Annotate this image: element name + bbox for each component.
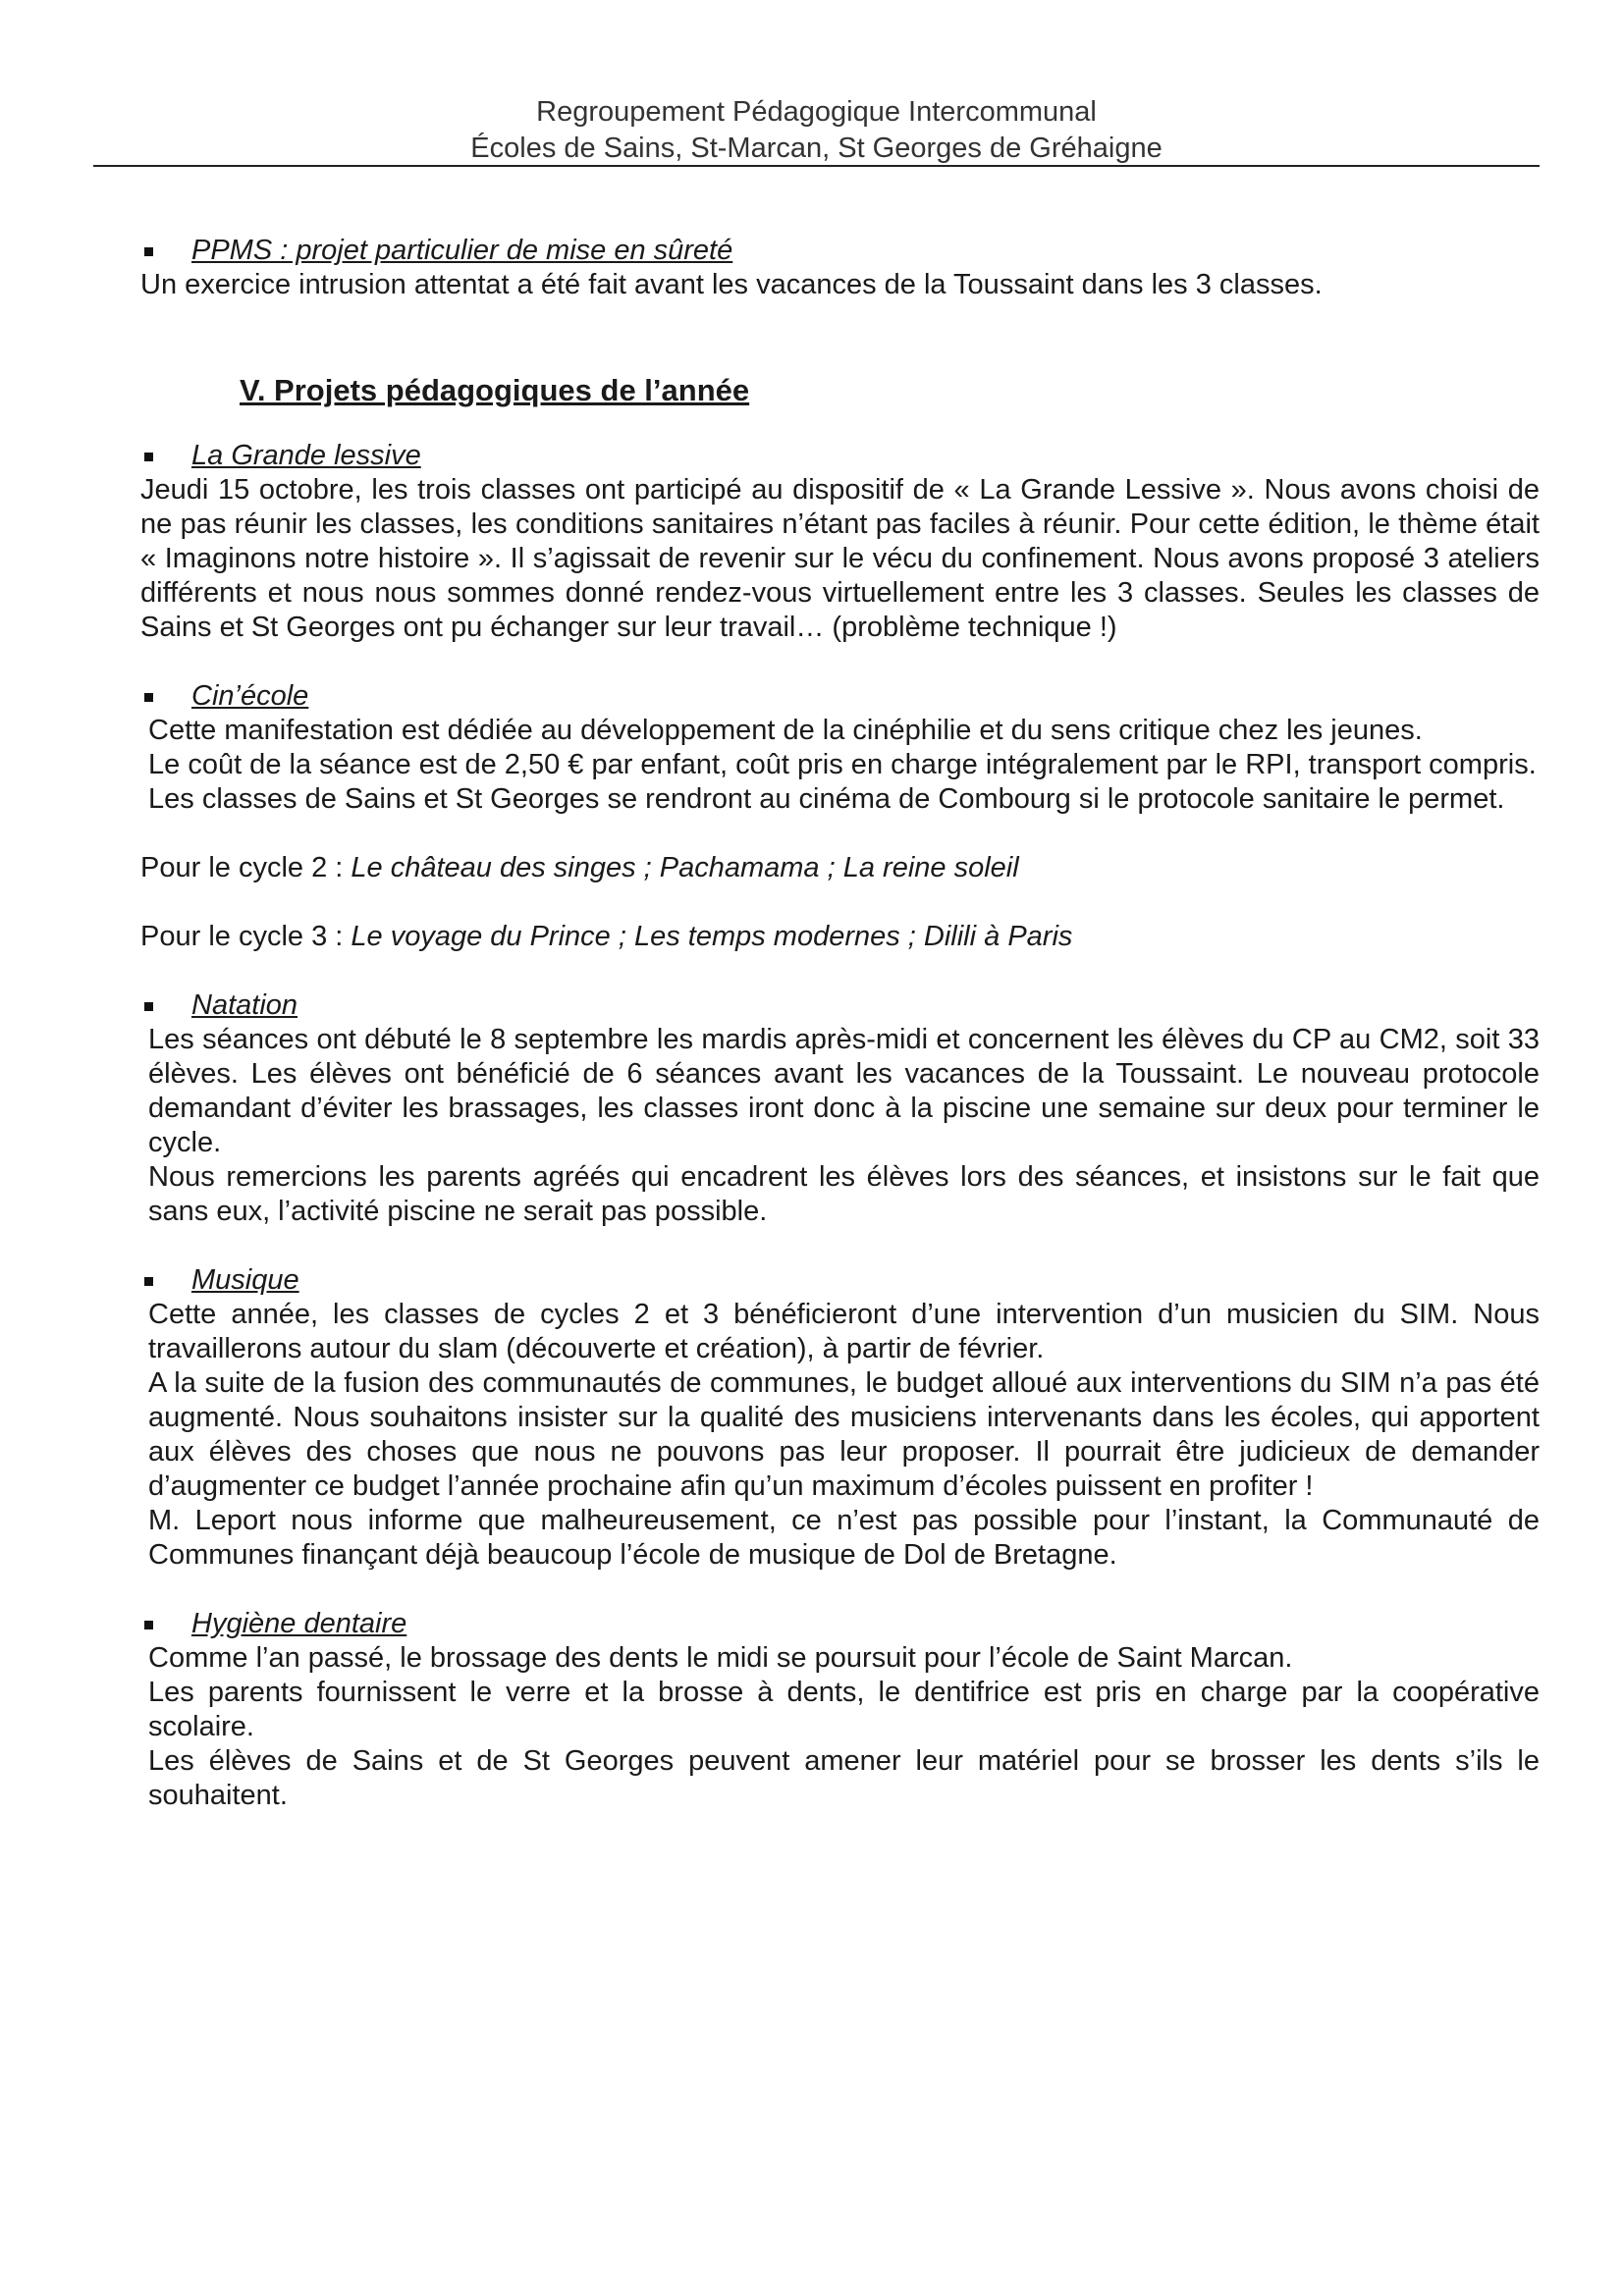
bullet-cinecole — [140, 679, 1540, 714]
hygiene-block — [140, 1641, 1540, 1813]
square-bullet-icon — [144, 247, 153, 256]
cycle-2-prefix: Pour le cycle 2 : — [140, 852, 352, 883]
square-bullet-icon — [144, 1277, 153, 1286]
section-title: V. Projets pédagogiques de l’année — [240, 373, 750, 407]
bullet-musique — [140, 1263, 1540, 1298]
cycle-3-prefix: Pour le cycle 3 : — [140, 921, 352, 952]
grande-lessive-heading: La Grande lessive — [191, 440, 421, 471]
musique-paragraph-2: A la suite de la fusion des communautés de communes, le budget alloué aux interventions du SIM n’a pas été augmenté. Nous souhaitons insister sur la qualité des musiciens intervenants dans les écoles, qui apportent aux élèves des choses que nous ne pouvons pas leur proposer. Il pourrait être judicieux de demander d’augmenter ce budget l’année prochaine afin qu’un maximum d’écoles puissent en profiter ! — [148, 1367, 1540, 1502]
natation-heading: Natation — [191, 989, 298, 1021]
cycle-3-films — [140, 920, 1540, 954]
header-line-2: Écoles de Sains, St-Marcan, St Georges de Gréhaigne — [470, 133, 1163, 164]
hygiene-heading: Hygiène dentaire — [191, 1608, 407, 1639]
bullet-grande-lessive — [140, 439, 1540, 473]
bullet-natation — [140, 988, 1540, 1023]
cycle-3-titles: Le voyage du Prince ; Les temps modernes ; Dilili à Paris — [351, 921, 1073, 952]
musique-block — [140, 1298, 1540, 1573]
square-bullet-icon — [144, 1002, 153, 1011]
cycle-2-films — [140, 851, 1540, 885]
natation-block — [140, 1023, 1540, 1229]
bullet-ppms — [140, 234, 1540, 268]
musique-paragraph-1: Cette année, les classes de cycles 2 et 3 bénéficieront d’une intervention d’un musicien du SIM. Nous travaillerons autour du slam (découverte et création), à partir de février. — [148, 1299, 1540, 1364]
musique-heading: Musique — [191, 1264, 299, 1296]
cinecole-paragraph-3: Les classes de Sains et St Georges se rendront au cinéma de Combourg si le protocole sanitaire le permet. — [148, 783, 1505, 815]
natation-paragraph-1: Les séances ont débuté le 8 septembre les mardis après-midi et concernent les élèves du CP au CM2, soit 33 élèves. Les élèves ont bénéficié de 6 séances avant les vacances de la Toussaint. Le nouveau protocole demandant d’éviter les brassages, les classes iront donc à la piscine une semaine sur deux pour terminer le cycle. — [148, 1024, 1540, 1158]
bullet-hygiene — [140, 1607, 1540, 1641]
cinecole-paragraph-1: Cette manifestation est dédiée au développement de la cinéphilie et du sens critique chez les jeunes. — [148, 715, 1423, 746]
grande-lessive-text: Jeudi 15 octobre, les trois classes ont participé au dispositif de « La Grande Lessive ». Nous avons choisi de ne pas réunir les classes, les conditions sanitaires n’étant pas faciles à réunir. Pour cette édition, le thème était « Imaginons notre histoire ». Il s’agissait de revenir sur le vécu du confinement. Nous avons proposé 3 ateliers différents et nous nous sommes donné rendez-vous virtuellement entre les 3 classes. Seules les classes de Sains et St Georges ont pu échanger sur leur travail… (problème technique !) — [140, 474, 1540, 643]
square-bullet-icon — [144, 1621, 153, 1629]
header-divider — [93, 165, 1540, 167]
header-line-1: Regroupement Pédagogique Intercommunal — [536, 96, 1097, 128]
hygiene-paragraph-2: Les parents fournissent le verre et la brosse à dents, le dentifrice est pris en charge par la coopérative scolaire. — [148, 1677, 1540, 1742]
cycle-2-titles: Le château des singes ; Pachamama ; La reine soleil — [351, 852, 1019, 883]
cinecole-paragraph-2: Le coût de la séance est de 2,50 € par enfant, coût pris en charge intégralement par le RPI, transport compris. — [148, 749, 1537, 780]
hygiene-paragraph-3: Les élèves de Sains et de St Georges peuvent amener leur matériel pour se brosser les dents s’ils le souhaitent. — [148, 1745, 1540, 1811]
document-body — [140, 234, 1540, 1813]
ppms-text: Un exercice intrusion attentat a été fait avant les vacances de la Toussaint dans les 3 classes. — [140, 269, 1323, 300]
cinecole-block — [140, 714, 1540, 817]
square-bullet-icon — [144, 453, 153, 461]
square-bullet-icon — [144, 693, 153, 702]
ppms-heading: PPMS : projet particulier de mise en sûreté — [191, 235, 733, 266]
cinecole-heading: Cin’école — [191, 680, 309, 712]
musique-paragraph-3: M. Leport nous informe que malheureusement, ce n’est pas possible pour l’instant, la Communauté de Communes finançant déjà beaucoup l’école de musique de Dol de Bretagne. — [148, 1505, 1540, 1571]
natation-paragraph-2: Nous remercions les parents agréés qui encadrent les élèves lors des séances, et insistons sur le fait que sans eux, l’activité piscine ne serait pas possible. — [148, 1161, 1540, 1227]
hygiene-paragraph-1: Comme l’an passé, le brossage des dents le midi se poursuit pour l’école de Saint Marcan. — [148, 1642, 1293, 1674]
page-header — [93, 94, 1540, 167]
